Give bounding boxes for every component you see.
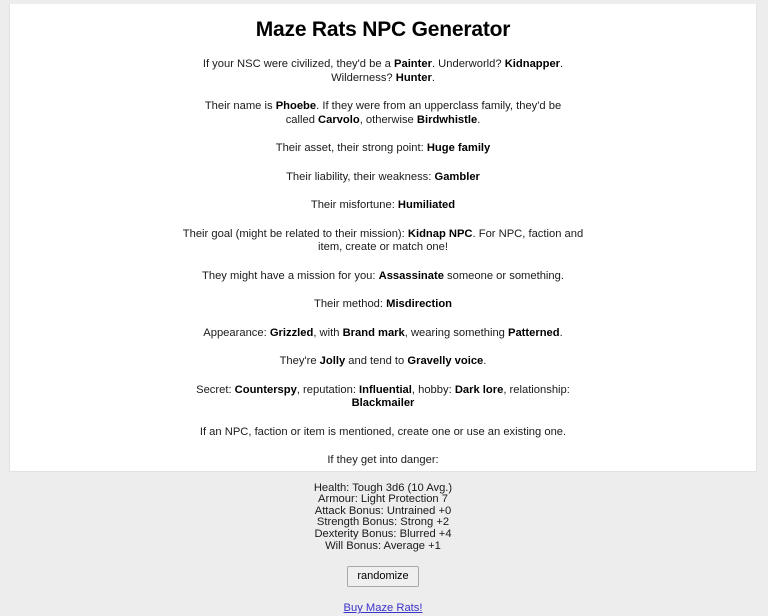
physical-feature-value: Brand mark xyxy=(342,326,405,339)
personality-suffix: . xyxy=(483,355,487,368)
npc-note: If an NPC, faction or item is mentioned, create one or use an existing one. xyxy=(199,425,567,438)
secret-value: Counterspy xyxy=(234,383,297,396)
appearance-line xyxy=(181,327,585,341)
mission-label: They might have a mission for you: xyxy=(202,269,379,282)
misfortune-label: Their misfortune: xyxy=(310,199,398,212)
personality-mid1: and tend to xyxy=(345,355,408,368)
mission-line xyxy=(181,270,585,284)
mission-suffix: someone or something. xyxy=(443,269,564,282)
reputation-value: Influential xyxy=(359,383,412,396)
liability-line xyxy=(181,171,585,185)
secret-mid3: , relationship: xyxy=(503,383,570,396)
randomize-button[interactable]: randomize xyxy=(347,566,418,587)
mission-value: Assassinate xyxy=(378,269,444,282)
secret-line xyxy=(181,384,585,411)
civilized-mid2: . Wilderness? xyxy=(331,58,564,84)
mannerism-value: Jolly xyxy=(319,355,346,368)
liability-value: Gambler xyxy=(434,170,480,183)
voice-value: Gravelly voice xyxy=(407,355,484,368)
appearance-prefix: Appearance: xyxy=(203,326,270,339)
secret-prefix: Secret: xyxy=(196,383,235,396)
hobby-value: Dark lore xyxy=(454,383,504,396)
danger-header: If they get into danger: xyxy=(327,454,439,467)
method-value: Misdirection xyxy=(386,298,453,311)
personality-prefix: They're xyxy=(279,355,320,368)
appearance-suffix: . xyxy=(559,326,563,339)
name-value: Phoebe xyxy=(275,100,317,113)
goal-line xyxy=(181,228,585,255)
asset-value: Huge family xyxy=(426,142,491,155)
stat-strength-bonus: Strength Bonus: Strong +2 xyxy=(316,516,450,529)
appearance-mid1: , with xyxy=(313,326,343,339)
civilized-value: Painter xyxy=(394,58,432,71)
civilized-prefix: If your NSC were civilized, they'd be a xyxy=(202,58,395,71)
misfortune-line xyxy=(181,199,585,213)
stat-attack-bonus: Attack Bonus: Untrained +0 xyxy=(314,504,452,517)
stat-will-bonus: Will Bonus: Average +1 xyxy=(325,539,441,552)
civilized-mid1: . Underworld? xyxy=(431,58,505,71)
appearance-value: Grizzled xyxy=(269,326,314,339)
content-column xyxy=(181,4,585,616)
goal-value: Kidnap NPC xyxy=(407,227,473,240)
goal-label: Their goal (might be related to their mission): xyxy=(182,227,408,240)
stats-block xyxy=(181,483,585,553)
buy-maze-rats-link[interactable]: Buy Maze Rats! xyxy=(343,602,423,615)
method-line xyxy=(181,298,585,312)
wilderness-value: Hunter xyxy=(395,71,432,84)
name-suffix: . xyxy=(477,113,481,126)
name-mid2: , otherwise xyxy=(359,113,417,126)
secret-mid1: , reputation: xyxy=(296,383,360,396)
civilized-suffix: . xyxy=(431,71,435,84)
otherwise-name-value: Birdwhistle xyxy=(416,113,478,126)
upperclass-name-value: Carvolo xyxy=(318,113,360,126)
goal-suffix: . For NPC, faction and item, create or match one! xyxy=(318,227,584,254)
civilized-line xyxy=(181,58,585,85)
clothing-value: Patterned xyxy=(508,326,560,339)
page-title: Maze Rats NPC Generator xyxy=(255,18,511,41)
secret-mid2: , hobby: xyxy=(411,383,455,396)
asset-label: Their asset, their strong point: xyxy=(275,142,427,155)
method-label: Their method: xyxy=(313,298,387,311)
asset-line xyxy=(181,142,585,156)
page-container xyxy=(9,4,757,615)
name-mid1: . If they were from an upperclass family, they'd be called xyxy=(285,100,562,126)
stat-armour: Armour: Light Protection 7 xyxy=(318,493,448,506)
relationship-value: Blackmailer xyxy=(351,397,415,410)
stat-dexterity-bonus: Dexterity Bonus: Blurred +4 xyxy=(314,528,452,541)
appearance-mid2: , wearing something xyxy=(404,326,508,339)
liability-label: Their liability, their weakness: xyxy=(286,170,435,183)
name-line xyxy=(203,100,563,127)
name-prefix: Their name is xyxy=(204,100,276,113)
personality-line xyxy=(181,355,585,369)
stat-health: Health: Tough 3d6 (10 Avg.) xyxy=(313,481,453,494)
randomize-button-wrapper xyxy=(181,566,585,587)
underworld-value: Kidnapper xyxy=(504,58,561,71)
misfortune-value: Humiliated xyxy=(397,199,456,212)
